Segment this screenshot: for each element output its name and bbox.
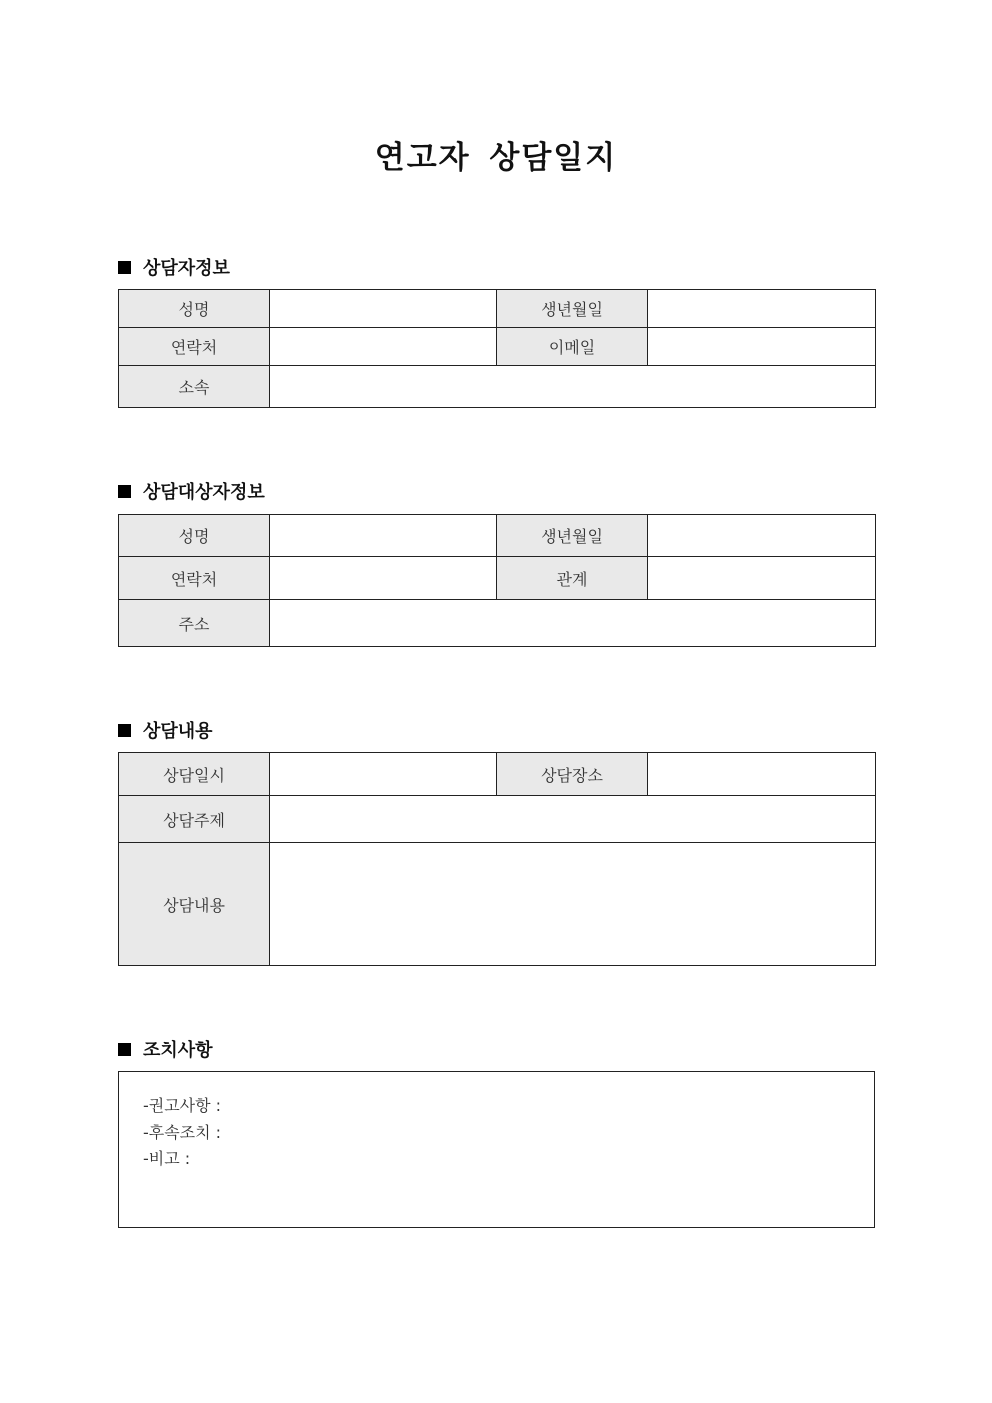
section-heading-action	[118, 1036, 213, 1062]
recommendation-line: -권고사항 :	[143, 1096, 222, 1115]
topic-label: 상담주제	[119, 796, 270, 843]
remarks-line: -비고 :	[143, 1149, 191, 1168]
birth-date-label: 생년월일	[497, 515, 648, 557]
relation-field[interactable]	[648, 557, 876, 600]
section-heading-label: 상담내용	[143, 721, 213, 742]
affiliation-label: 소속	[119, 366, 270, 408]
section-heading-label: 조치사항	[143, 1040, 213, 1061]
datetime-field[interactable]	[270, 753, 497, 796]
address-label: 주소	[119, 600, 270, 647]
section-heading-content	[118, 717, 213, 743]
counselor-info-table	[118, 289, 876, 408]
name-label: 성명	[119, 515, 270, 557]
contact-field[interactable]	[270, 328, 497, 366]
affiliation-field[interactable]	[270, 366, 876, 408]
contact-label: 연락처	[119, 328, 270, 366]
birth-date-field[interactable]	[648, 290, 876, 328]
square-bullet-icon	[118, 485, 131, 498]
section-heading-counselor	[118, 254, 230, 280]
address-field[interactable]	[270, 600, 876, 647]
follow-up-line: -후속조치 :	[143, 1123, 222, 1142]
details-field[interactable]	[270, 843, 876, 966]
birth-date-field[interactable]	[648, 515, 876, 557]
name-field[interactable]	[270, 290, 497, 328]
place-label: 상담장소	[497, 753, 648, 796]
email-field[interactable]	[648, 328, 876, 366]
page-title: 연고자 상담일지	[374, 140, 618, 176]
topic-field[interactable]	[270, 796, 876, 843]
square-bullet-icon	[118, 1043, 131, 1056]
contact-field[interactable]	[270, 557, 497, 600]
datetime-label: 상담일시	[119, 753, 270, 796]
section-heading-label: 상담대상자정보	[143, 482, 265, 503]
client-info-table	[118, 514, 876, 647]
section-heading-label: 상담자정보	[143, 258, 230, 279]
contact-label: 연락처	[119, 557, 270, 600]
name-label: 성명	[119, 290, 270, 328]
place-field[interactable]	[648, 753, 876, 796]
counseling-content-table	[118, 752, 876, 966]
action-notes-box[interactable]	[118, 1071, 875, 1228]
square-bullet-icon	[118, 261, 131, 274]
email-label: 이메일	[497, 328, 648, 366]
section-heading-client	[118, 478, 265, 504]
name-field[interactable]	[270, 515, 497, 557]
square-bullet-icon	[118, 724, 131, 737]
relation-label: 관계	[497, 557, 648, 600]
details-label: 상담내용	[119, 843, 270, 966]
birth-date-label: 생년월일	[497, 290, 648, 328]
